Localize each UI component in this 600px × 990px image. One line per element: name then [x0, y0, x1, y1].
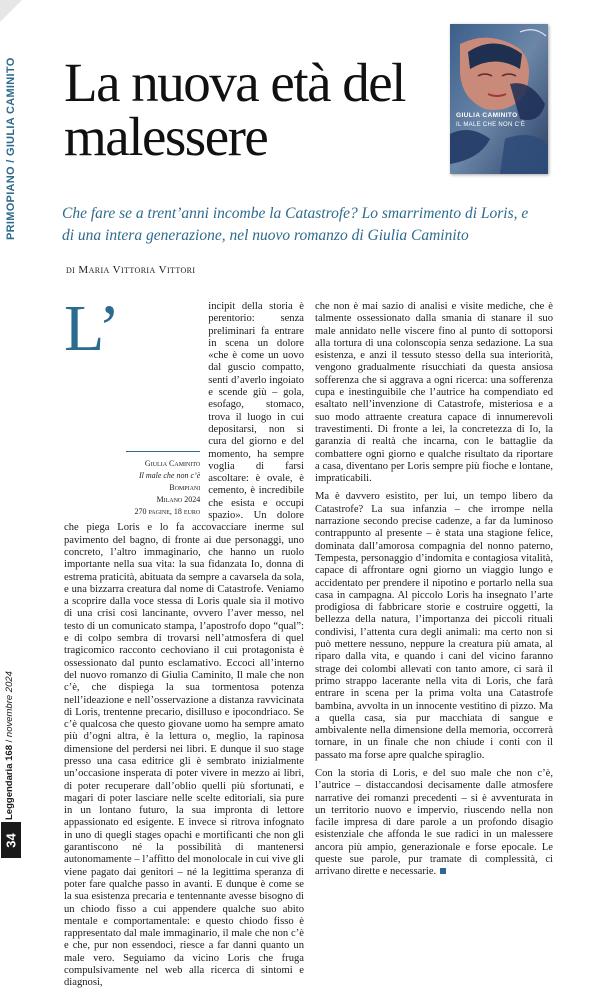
article-paragraph: incipit della storia è perentorio: senza preliminari fa entrare in scena un dolore «che è come un uovo dal guscio compatto, senti d’averlo ingoiato e scende giù – gola, esofago, stomaco, trova il luogo in cui depositarsi, non si cura del giorno e del momento, ha sempre voglia di farsi ascoltare: è ovale, è cemento, è incredibile che esista e occupi spazio». Un dolore che piega Loris e lo fa accovacciare inerme sul pavimento del bagno, di fronte ai due personaggi, uno concreto, l’altro immaginario, che hanno un ruolo importante nella sua vita: la sua fidanzata Io, donna di estrema praticità, abituata da sempre a cavarsela da sola, e una bizzarra creatura dal nome di Catastrofe. Veniamo a scoprire dalla voce stessa di Loris quale sia il motivo di una crisi così lancinante, ovvero l’aver messo, nel testo di un comunicato stampa, l’apostrofo dopo “qual”: e di colpo sembra di trovarsi nell’atmosfera di quel tragicomico racconto cechoviano il cui protagonista è ossessionato dal punto esclamativo. Eccoci all’interno del nuovo romanzo di Giulia Caminito, Il male che non c’è, che dispiega la sua tormentosa potenza nell’ideazione e nell’osservazione a distanza ravvicinata di Loris, trentenne precario, disilluso e ipocondriaco. Se c’è qualcosa che questo giovane uomo ha sempre amato più d’ogni altra, è la lettura o, meglio, la rapinosa dimensione del perdersi nei libri. E dunque il suo stage presso una casa editrice gli è sembrato inizialmente un’occasione insperata di poter vivere in mezzo ai libri, di poter recuperare dall’oblio quelli più sfortunati, e magari di poter lasciare nelle scelte editoriali, sia pure in un lontano futuro, la sua impronta di lettore appassionato ed esigente. E invece si ritrova infognato in uno di quegli stages opachi e mortificanti che non gli garantiscono né la possibilità di mantenersi autonomamente – l’affitto del monolocale in cui vive gli viene pagato dai genitori – né la legittima speranza di poter fare qualche passo in avanti. E dunque è come se la sua esistenza precaria e tentennante avesse bisogno di un chiodo fisso a cui appendere qualche suo abito mentale e comportamentale: e questo chiodo fisso è rappresentato dal male immaginario, il male che non c’è e che, pur non essendoci, riesce a far danni quanto un male vero. Seguiamo da vicino Loris che fruga compulsivamente nel web alla ricerca di sintomi e diagnosi,	[64, 301, 304, 989]
book-info-city-year: Milano 2024	[156, 495, 201, 504]
article-paragraph: che non è mai sazio di analisi e visite mediche, che è talmente ossessionato dalla smania di stanare il suo male annidato nelle viscere fino al punto di sottoporsi alla tortura di una colonscopia senza sedazione. La sua esistenza, e anzi il tessuto stesso della sua interiorità, vengono gradualmente risucchiati da questa ansiosa sofferenza che si aggrava a ogni ricerca: una sofferenza cupa e inestinguibile che l’autrice ha compendiato ed esaltato nell’invenzione di Catastrofe, misteriosa e a suo modo attraente creatura capace di innumerevoli travestimenti. Di fronte a lei, la concretezza di Io, la garanzia di realtà che incarna, con le battaglie da combattere ogni giorno e qualche risultato da riportare a casa, diventano per Loris sempre più fioche e lontane, impraticabili.	[315, 301, 553, 485]
book-cover-title: IL MALE CHE NON C’È	[456, 122, 526, 128]
book-cover-author: GIULIA CAMINITO	[456, 112, 518, 119]
article-column-left	[64, 292, 304, 989]
book-info-box	[126, 451, 200, 518]
book-info-title: Il male che non c’è	[138, 471, 201, 480]
article-paragraph: Ma è davvero esistito, per lui, un tempo libero da Catastrofe? La sua infanzia – che irrompe nella narrazione secondo precise cadenze, a far da luminoso contrappunto al presente – è stata una stagione felice, dominata dall’amorosa compagnia del nonno paterno, Tempesta, personaggio d’indomita e contagiosa vitalità, capace di affrontare ogni giorno un viaggio lungo e accidentato per prendere il nipotino e portarlo nella sua casa in campagna. Al piccolo Loris ha insegnato l’arte prodigiosa di fabbricare storie e costruire oggetti, la bellezza della natura, l’importanza dei piccoli rituali condivisi, l’attenta cura degli animali: ma certo non si può mettere nessuno, neppure la creatura più amata, al riparo dalla vita, e quando i cani del vicino faranno strage dei colombi allevati con tanto amore, ci sarà il primo strappo lacerante nella vita di Loris, che farà entrare in scena per la prima volta una Catastrofe bambina, avvolta in un innocente vestitino di pizzo. Ma a quella casa, sia pur macchiata di sangue e ambivalente nella dimensione della memoria, occorrerà tornare, in un finale che non chiude i conti con il passato ma forse apre qualche spiraglio.	[315, 491, 553, 761]
article-title: La nuova età del malessere	[64, 52, 405, 167]
article-paragraph-text: Con la storia di Loris, e del suo male che non c’è, l’autrice – distaccandosi decisamente dalle atmosfere narrative dei romanzi precedenti – si è avventurata in un territorio nuovo e impervio, riuscendo nella non facile impresa di dare parole a un profondo disagio esistenziale che affonda le sue radici in un malessere ancora più ampio, generazionale e forse epocale. Le queste sue parole, pur tramate di complessità, ci arrivano dirette e necessarie.	[315, 767, 553, 878]
book-info-publisher: Bompiani	[169, 483, 201, 492]
article-standfirst: Che fare se a trent’anni incombe la Catastrofe? Lo smarrimento di Loris, e di una intera generazione, nel nuovo romanzo di Giulia Caminito	[62, 205, 529, 244]
issue-number: 168	[4, 745, 15, 761]
end-of-article-mark	[440, 868, 446, 874]
byline: di Maria Vittoria Vittori	[66, 264, 196, 276]
book-info-author: Giulia Caminito	[144, 459, 201, 468]
section-label: PRIMOPIANO / GIULIA CAMINITO	[5, 57, 17, 240]
article-column-right	[315, 301, 553, 878]
folio-separator: /	[4, 737, 15, 743]
page-number: 34	[3, 832, 19, 848]
article-paragraph-last	[315, 768, 553, 879]
magazine-name: Leggendaria	[4, 763, 15, 820]
drop-cap: L’	[64, 292, 121, 365]
magazine-folio	[4, 671, 20, 820]
page-corner-fold	[0, 0, 22, 22]
book-cover	[450, 24, 548, 174]
issue-date: novembre 2024	[4, 671, 15, 738]
book-info-details: 270 pagine, 18 euro	[134, 507, 201, 516]
page-number-box	[1, 822, 21, 858]
book-cover-art	[450, 24, 548, 174]
